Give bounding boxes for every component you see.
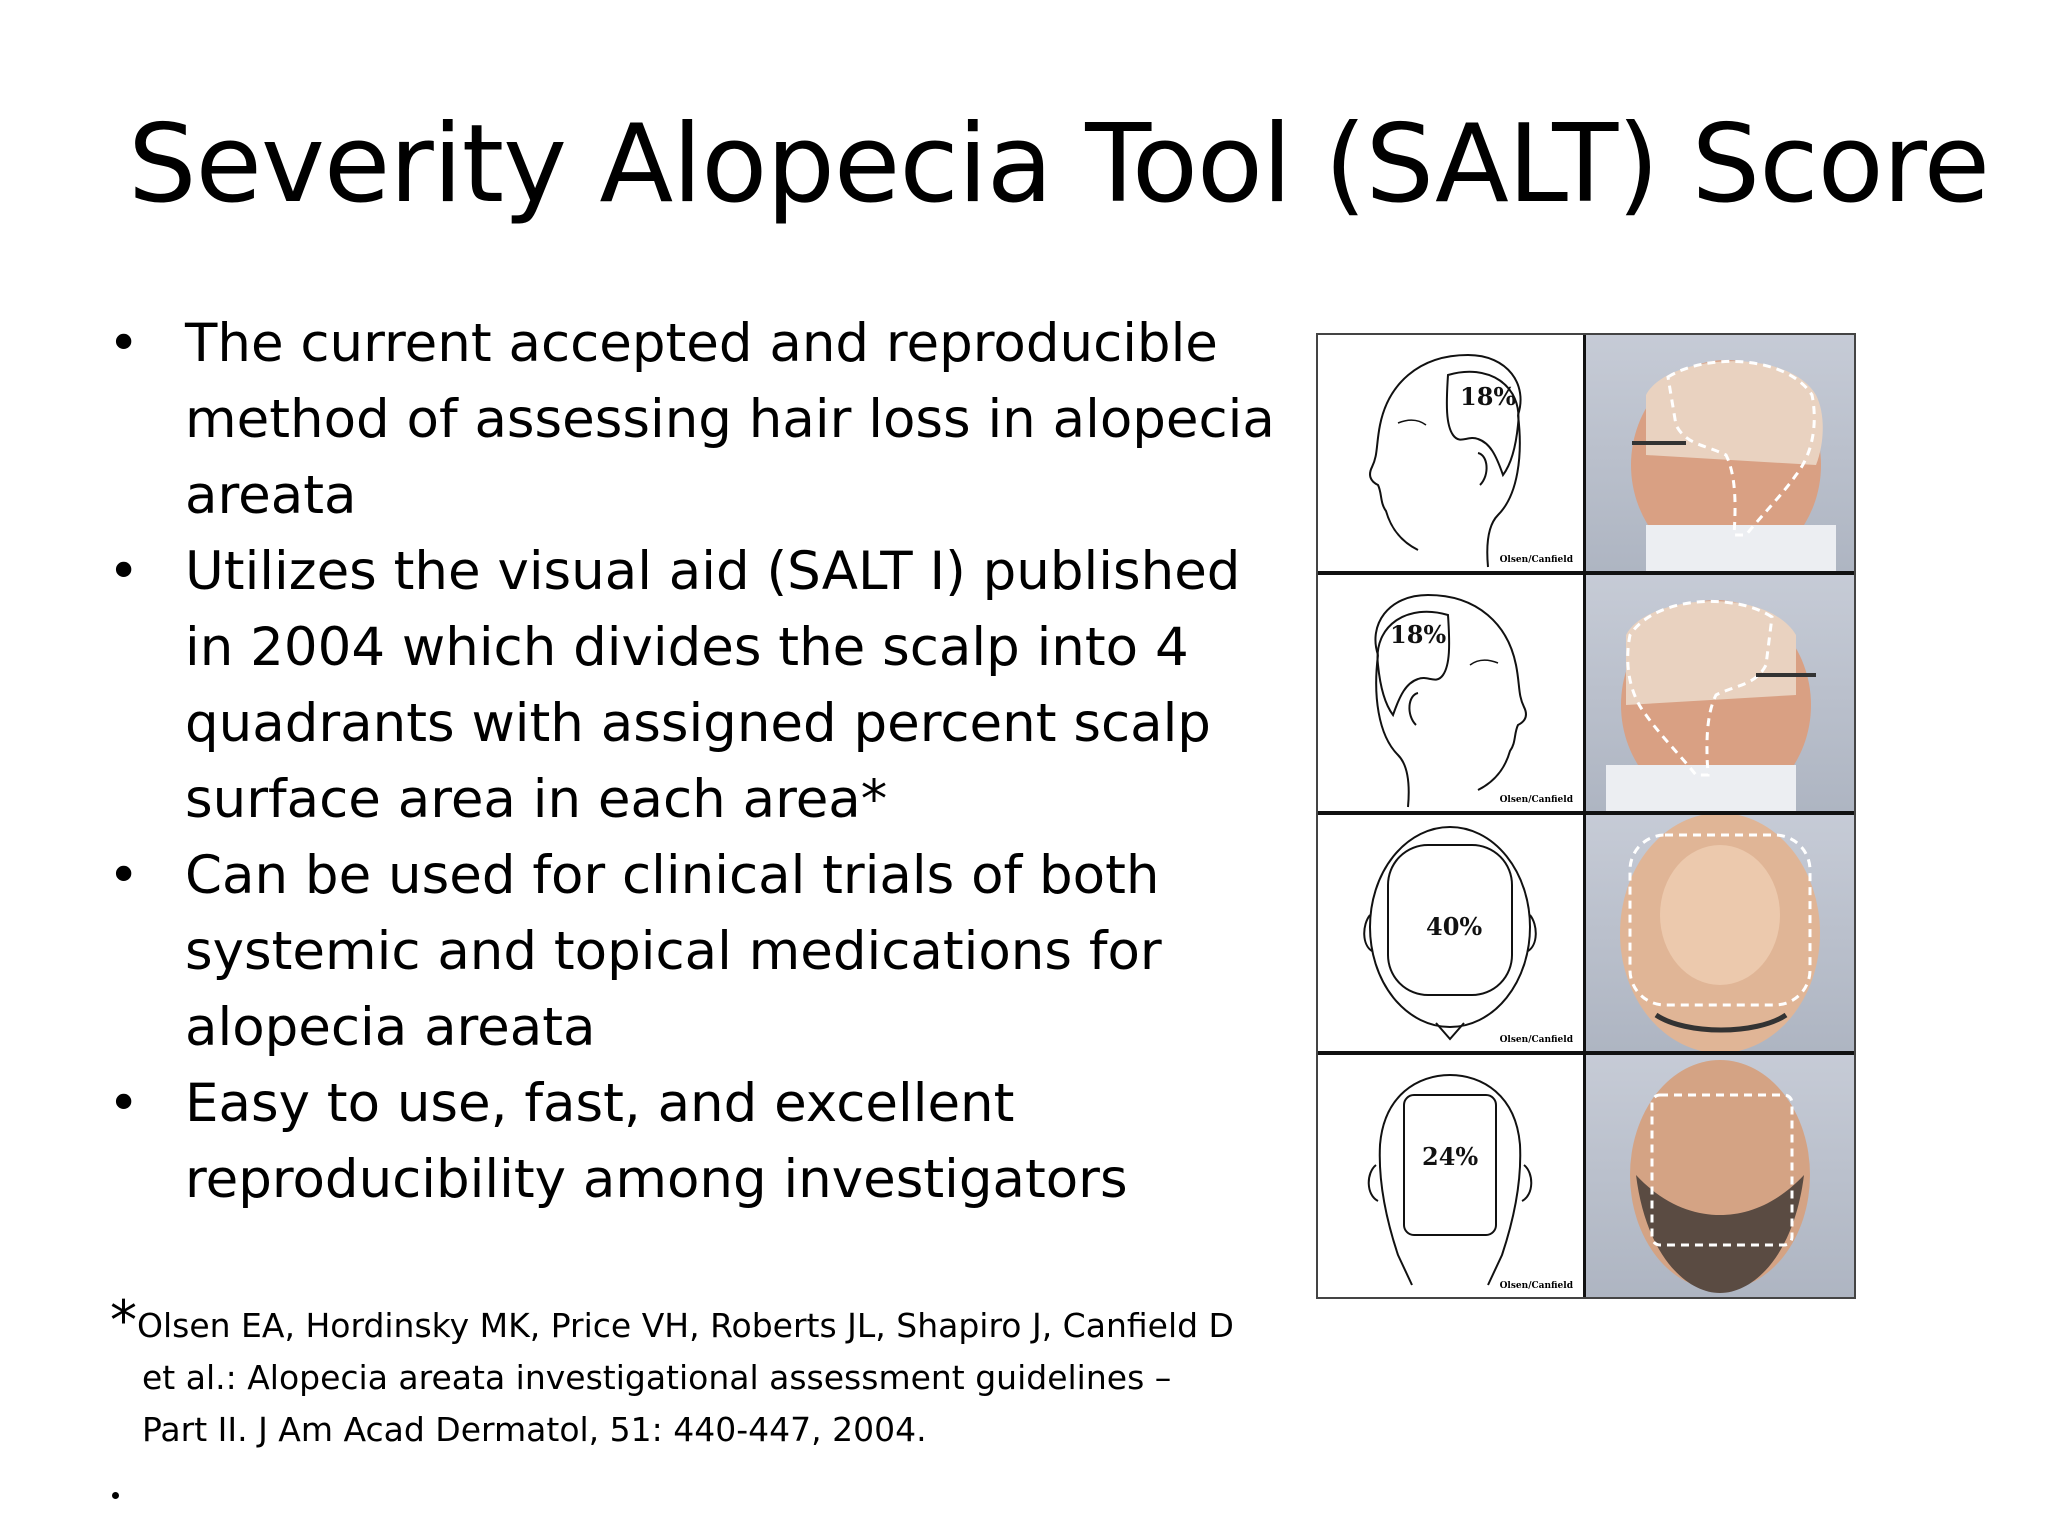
bullet-list <box>100 306 1300 1218</box>
footnote-line: Part II. J Am Acad Dermatol, 51: 440-447, 2004. <box>142 1410 927 1449</box>
figure-credit: Olsen/Canfield <box>1499 1035 1573 1045</box>
bullet-item <box>100 534 1300 838</box>
scalp-photo-left <box>1586 335 1854 571</box>
footnote-line: et al.: Alopecia areata investigational assessment guidelines – <box>142 1358 1172 1397</box>
bullet-marker: • <box>108 845 140 906</box>
percent-label: 18% <box>1390 620 1447 649</box>
footnote-marker: * <box>110 1289 137 1352</box>
bullet-item <box>100 1066 1300 1218</box>
head-diagram-back <box>1318 1055 1586 1297</box>
head-diagram-top <box>1318 815 1586 1051</box>
stray-dot <box>112 1492 119 1499</box>
figure-credit: Olsen/Canfield <box>1499 795 1573 805</box>
scalp-photo-right <box>1586 575 1854 811</box>
bullet-item <box>100 306 1300 534</box>
figure-credit: Olsen/Canfield <box>1499 1281 1573 1291</box>
bullet-item <box>100 838 1300 1066</box>
bullet-text: The current accepted and reproducible method of assessing hair loss in alopecia areata <box>185 313 1275 526</box>
bullet-marker: • <box>108 541 140 602</box>
panel-left-side <box>1318 335 1854 575</box>
bullet-text: Easy to use, fast, and excellent reproducibility among investigators <box>185 1073 1128 1210</box>
head-outline-left <box>1318 335 1583 571</box>
panel-back <box>1318 1055 1854 1297</box>
percent-label: 40% <box>1426 912 1483 941</box>
bullet-marker: • <box>108 313 140 374</box>
scalp-photo-back <box>1586 1055 1854 1297</box>
percent-label: 24% <box>1422 1142 1479 1171</box>
bullet-marker: • <box>108 1073 140 1134</box>
bullet-text: Can be used for clinical trials of both systemic and topical medications for alopecia areata <box>185 845 1162 1058</box>
panel-right-side <box>1318 575 1854 815</box>
head-outline-top <box>1318 815 1583 1051</box>
footnote-line: Olsen EA, Hordinsky MK, Price VH, Roberts JL, Shapiro J, Canfield D <box>137 1306 1234 1345</box>
percent-label: 18% <box>1460 382 1517 411</box>
salt-visual-aid-figure <box>1316 333 1856 1299</box>
figure-credit: Olsen/Canfield <box>1499 555 1573 565</box>
head-outline-right <box>1318 575 1583 811</box>
head-diagram-right <box>1318 575 1586 811</box>
panel-top <box>1318 815 1854 1055</box>
head-outline-back <box>1318 1055 1583 1293</box>
scalp-photo-top <box>1586 815 1854 1051</box>
slide-title: Severity Alopecia Tool (SALT) Score <box>128 102 1990 227</box>
head-diagram-left <box>1318 335 1586 571</box>
citation-footnote <box>110 1289 1310 1456</box>
bullet-text: Utilizes the visual aid (SALT I) published in 2004 which divides the scalp into 4 quadrants with assigned percent scalp surface area in each area* <box>185 541 1241 830</box>
